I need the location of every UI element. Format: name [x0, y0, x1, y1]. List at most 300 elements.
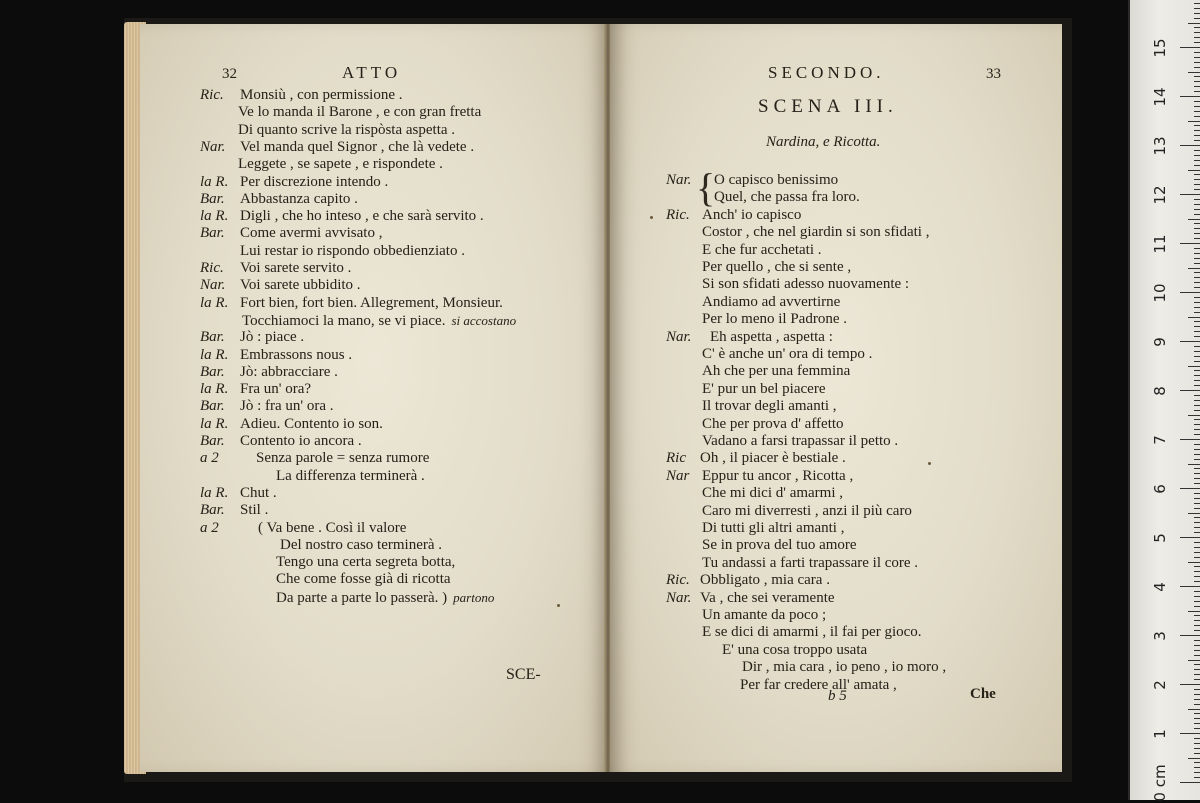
text-line [240, 416, 383, 433]
ruler-tick [1194, 743, 1200, 744]
paper-speck [650, 216, 653, 219]
ruler-tick [1194, 331, 1200, 332]
text-line [702, 242, 822, 259]
ruler-tick [1194, 679, 1200, 680]
speaker-label: Bar. [200, 363, 225, 380]
ruler-tick [1194, 468, 1200, 469]
ruler-tick [1180, 341, 1200, 342]
ruler-tick [1194, 297, 1200, 298]
line-text: Tu andassi a farti trapassare il core . [702, 554, 919, 571]
line-text: Di quanto scrive la rispòsta aspetta . [238, 121, 456, 138]
speaker-label: Nar. [666, 172, 692, 188]
ruler-tick [1180, 439, 1200, 440]
ruler-tick [1188, 513, 1200, 514]
text-line [276, 589, 494, 607]
ruler-tick [1180, 733, 1200, 734]
ruler-tick [1194, 601, 1200, 602]
text-line [740, 677, 897, 694]
ruler-tick [1180, 390, 1200, 391]
text-line [702, 363, 850, 380]
ruler-tick [1194, 606, 1200, 607]
line-text: E' una cosa troppo usata [722, 641, 868, 658]
text-line [702, 555, 918, 572]
ruler-number: 3 [1151, 631, 1169, 641]
ruler-tick [1194, 591, 1200, 592]
ruler-tick [1194, 615, 1200, 616]
ruler-number: 12 [1151, 185, 1169, 205]
ruler-tick [1194, 405, 1200, 406]
ruler-tick [1194, 223, 1200, 224]
ruler-tick [1194, 674, 1200, 675]
ruler-tick [1180, 782, 1200, 783]
text-line [240, 485, 277, 502]
speaker-label: la R. [200, 381, 229, 398]
text-line [240, 243, 465, 260]
text-line [722, 642, 867, 659]
text-line [240, 174, 388, 191]
right-page [610, 24, 1062, 772]
ruler-tick [1194, 723, 1200, 724]
ruler-tick [1188, 23, 1200, 24]
text-line [702, 346, 872, 363]
ruler-tick [1194, 27, 1200, 28]
text-line [240, 191, 358, 208]
ruler-tick [1194, 282, 1200, 283]
text-line [240, 329, 304, 346]
line-text: Per quello , che si sente , [702, 259, 852, 275]
line-text: Oh , il piacer è bestiale . [700, 450, 846, 467]
line-text: E che fur acchetati . [702, 241, 822, 258]
ruler-tick [1194, 527, 1200, 528]
line-text: Come avermi avvisato , [240, 225, 383, 242]
text-line [702, 485, 843, 502]
line-text: Obbligato , mia cara . [700, 572, 830, 589]
ruler-tick [1194, 419, 1200, 420]
ruler-tick [1194, 312, 1200, 313]
ruler-tick [1194, 718, 1200, 719]
ruler-tick [1194, 116, 1200, 117]
line-text: Il trovar degli amanti , [702, 398, 837, 415]
ruler-tick [1180, 292, 1200, 293]
ruler-tick [1194, 385, 1200, 386]
paper-speck [928, 462, 931, 465]
ruler-tick [1194, 508, 1200, 509]
text-line [240, 398, 334, 415]
ruler-tick [1194, 321, 1200, 322]
speaker-label: Bar. [200, 398, 225, 415]
ruler-tick [1194, 738, 1200, 739]
ruler-number: 14 [1151, 87, 1169, 107]
ruler-tick [1194, 542, 1200, 543]
ruler-tick [1194, 209, 1200, 210]
ruler-tick [1194, 650, 1200, 651]
ruler-tick [1194, 566, 1200, 567]
ruler-tick [1194, 434, 1200, 435]
speaker-label: Nar [666, 467, 690, 484]
ruler-tick [1194, 424, 1200, 425]
ruler-tick [1194, 346, 1200, 347]
ruler-tick [1194, 694, 1200, 695]
ruler-tick [1194, 532, 1200, 533]
ruler-tick [1188, 464, 1200, 465]
line-text: Dir , mia cara , io peno , io moro , [742, 659, 947, 676]
text-line [702, 224, 929, 241]
ruler-number: 2 [1151, 680, 1169, 690]
ruler-tick [1194, 498, 1200, 499]
text-line [240, 87, 403, 104]
ruler-tick [1194, 767, 1200, 768]
ruler-tick [1194, 576, 1200, 577]
ruler-tick [1194, 454, 1200, 455]
ruler-tick [1194, 174, 1200, 175]
ruler-tick [1194, 67, 1200, 68]
line-text: Ah che per una femmina [702, 363, 851, 380]
ruler-tick [1194, 483, 1200, 484]
ruler-tick [1194, 375, 1200, 376]
line-text: Fort bien, fort bien. Allegrement, Monsieur. [240, 294, 503, 311]
ruler-tick [1194, 380, 1200, 381]
ruler-tick [1194, 135, 1200, 136]
ruler-tick [1194, 410, 1200, 411]
ruler-tick [1194, 630, 1200, 631]
ruler-tick [1180, 635, 1200, 636]
text-line [714, 172, 838, 189]
ruler-tick [1194, 728, 1200, 729]
ruler-tick [1188, 660, 1200, 661]
line-text: Si son sfidati adesso nuovamente : [702, 276, 910, 293]
ruler-tick [1194, 655, 1200, 656]
ruler-tick [1194, 326, 1200, 327]
text-line [702, 416, 844, 433]
running-head-left: ATTO [342, 63, 402, 82]
line-text: Quel, che passa fra loro. [714, 189, 860, 206]
ruler-tick [1180, 537, 1200, 538]
text-line [700, 450, 846, 467]
line-text: Se in prova del tuo amore [702, 537, 857, 554]
ruler-tick [1194, 3, 1200, 4]
line-text: Che per prova d' affetto [702, 415, 844, 432]
text-line [702, 294, 840, 311]
speaker-label: a 2 [200, 519, 219, 536]
line-text: Eh aspetta , aspetta : [710, 328, 833, 345]
text-line [702, 381, 825, 398]
text-line [240, 277, 361, 294]
text-line [240, 225, 382, 242]
ruler-tick [1194, 155, 1200, 156]
ruler-tick [1194, 547, 1200, 548]
ruler-tick [1194, 640, 1200, 641]
text-line [280, 537, 442, 554]
measuring-ruler [1128, 0, 1200, 800]
ruler-tick [1194, 140, 1200, 141]
ruler-tick [1194, 189, 1200, 190]
line-text: Eppur tu ancor , Ricotta , [702, 467, 854, 484]
ruler-tick [1194, 625, 1200, 626]
text-line [702, 276, 909, 293]
ruler-tick [1194, 664, 1200, 665]
ruler-number: 6 [1151, 484, 1169, 494]
line-text: Jò : fra un' ora . [240, 398, 334, 415]
stage-direction: partono [453, 589, 495, 605]
ruler-tick [1194, 130, 1200, 131]
text-line [240, 381, 311, 398]
line-text: Va , che sei veramente [700, 589, 835, 606]
text-line [702, 259, 851, 276]
line-text: Lui restar io rispondo obbedienziato . [240, 242, 465, 259]
ruler-tick [1180, 145, 1200, 146]
ruler-tick [1188, 72, 1200, 73]
ruler-tick [1194, 32, 1200, 33]
speaker-label: Bar. [200, 502, 225, 519]
catchword-right: Che [970, 686, 996, 702]
ruler-tick [1194, 199, 1200, 200]
ruler-tick [1194, 478, 1200, 479]
ruler-tick [1194, 57, 1200, 58]
ruler-tick [1194, 395, 1200, 396]
line-text: Contento io ancora . [240, 433, 362, 449]
page-number-left: 32 [222, 66, 237, 82]
line-text: Da parte a parte lo passerà. ) [276, 589, 448, 606]
ruler-tick [1194, 62, 1200, 63]
ruler-tick [1194, 302, 1200, 303]
ruler-tick [1194, 689, 1200, 690]
ruler-tick [1194, 669, 1200, 670]
ruler-tick [1180, 488, 1200, 489]
ruler-tick [1194, 772, 1200, 773]
ruler-tick [1180, 684, 1200, 685]
line-text: E' pur un bel piacere [702, 380, 826, 397]
ruler-tick [1194, 111, 1200, 112]
ruler-tick [1194, 277, 1200, 278]
line-text: Di tutti gli altri amanti , [702, 520, 845, 536]
text-line [702, 520, 844, 537]
text-line [714, 189, 860, 206]
line-text: Stil . [240, 502, 269, 519]
text-line [702, 433, 898, 450]
line-text: Chut . [240, 484, 277, 501]
ruler-tick [1194, 76, 1200, 77]
ruler-tick [1194, 214, 1200, 215]
speaker-label: Nar. [200, 277, 226, 294]
ruler-tick [1188, 170, 1200, 171]
line-text: Jò: abbracciare . [240, 363, 338, 380]
line-text: Voi sarete ubbidito . [240, 277, 361, 294]
text-line [702, 503, 912, 520]
line-text: Tocchiamoci la mano, se vi piace. [242, 312, 446, 329]
text-line [240, 260, 351, 277]
line-text: Jò : piace . [240, 329, 305, 346]
line-text: Tengo una certa segreta botta, [276, 554, 456, 571]
text-line [240, 347, 352, 364]
text-line [702, 398, 837, 415]
ruler-tick [1194, 165, 1200, 166]
speaker-label: Nar. [666, 589, 692, 606]
speaker-label: Ric [666, 450, 686, 467]
ruler-tick [1194, 522, 1200, 523]
left-page [140, 24, 608, 772]
stage-direction: si accostano [451, 312, 517, 328]
ruler-tick [1194, 248, 1200, 249]
text-line [702, 624, 922, 641]
speaker-label: Nar. [666, 328, 692, 345]
ruler-tick [1194, 106, 1200, 107]
speaker-label: Bar. [200, 433, 225, 449]
ruler-tick [1194, 42, 1200, 43]
ruler-tick [1180, 96, 1200, 97]
text-line [700, 572, 830, 589]
speaker-label: Ric. [200, 260, 224, 276]
ruler-tick [1194, 449, 1200, 450]
ruler-tick [1188, 611, 1200, 612]
ruler-tick [1194, 596, 1200, 597]
line-text: Leggete , se sapete , e rispondete . [238, 156, 443, 173]
line-text: ( Va bene . Così il valore [258, 519, 407, 536]
ruler-tick [1188, 758, 1200, 759]
ruler-tick [1194, 160, 1200, 161]
ruler-number: 4 [1151, 582, 1169, 592]
ruler-tick [1194, 101, 1200, 102]
text-line [710, 329, 833, 346]
ruler-tick [1180, 586, 1200, 587]
ruler-tick [1194, 777, 1200, 778]
ruler-tick [1194, 370, 1200, 371]
ruler-tick [1194, 81, 1200, 82]
ruler-tick [1194, 473, 1200, 474]
line-text: Per far credere all' amata , [740, 676, 897, 693]
line-text: Vadano a farsi trapassar il petto . [702, 433, 899, 449]
paper-speck [557, 604, 560, 607]
ruler-tick [1194, 13, 1200, 14]
text-line [240, 208, 484, 225]
text-line [240, 433, 362, 450]
text-line [240, 502, 268, 519]
brace-mark: { [696, 165, 716, 210]
scene-characters: Nardina, e Ricotta. [766, 134, 881, 150]
ruler-tick [1194, 263, 1200, 264]
text-line [742, 659, 946, 676]
text-line [238, 104, 481, 121]
line-text: O capisco benissimo [714, 172, 839, 188]
ruler-tick [1194, 429, 1200, 430]
ruler-tick [1194, 238, 1200, 239]
ruler-tick [1188, 268, 1200, 269]
ruler-tick [1194, 86, 1200, 87]
line-text: La differenza terminerà . [276, 467, 425, 484]
line-text: Che come fosse già di ricotta [276, 571, 451, 588]
ruler-tick [1194, 517, 1200, 518]
ruler-tick [1194, 444, 1200, 445]
ruler-number: 7 [1151, 435, 1169, 445]
ruler-tick [1194, 125, 1200, 126]
ruler-tick [1194, 713, 1200, 714]
ruler-tick [1180, 47, 1200, 48]
line-text: Andiamo ad avvertirne [702, 293, 841, 310]
ruler-tick [1194, 287, 1200, 288]
line-text: E se dici di amarmi , il fai per gioco. [702, 624, 922, 641]
line-text: Per discrezione intendo . [240, 173, 389, 190]
ruler-number: 8 [1151, 386, 1169, 396]
ruler-tick [1194, 351, 1200, 352]
ruler-tick [1194, 18, 1200, 19]
ruler-tick [1194, 400, 1200, 401]
speaker-label: Ric. [200, 87, 224, 103]
ruler-tick [1194, 272, 1200, 273]
line-text: Ve lo manda il Barone , e con gran fretta [238, 104, 482, 121]
speaker-label: Bar. [200, 329, 225, 346]
ruler-tick [1194, 356, 1200, 357]
line-text: Adieu. Contento io son. [240, 415, 383, 432]
speaker-label: la R. [200, 208, 229, 225]
speaker-label: a 2 [200, 450, 219, 467]
ruler-tick [1194, 253, 1200, 254]
ruler-number: 1 [1151, 729, 1169, 739]
text-line [702, 607, 826, 624]
ruler-tick [1188, 366, 1200, 367]
ruler-tick [1194, 228, 1200, 229]
line-text: Caro mi diverresti , anzi il più caro [702, 502, 912, 519]
page-number-right: 33 [986, 66, 1001, 82]
ruler-number: 15 [1151, 38, 1169, 58]
text-line [702, 311, 847, 328]
speaker-label: la R. [200, 294, 229, 311]
ruler-tick [1194, 184, 1200, 185]
ruler-tick [1194, 493, 1200, 494]
ruler-number: 9 [1151, 337, 1169, 347]
ruler-tick [1194, 204, 1200, 205]
ruler-number: 11 [1151, 234, 1169, 254]
ruler-tick [1194, 748, 1200, 749]
ruler-tick [1194, 8, 1200, 9]
running-head-right: SECONDO. [768, 63, 885, 82]
ruler-tick [1194, 307, 1200, 308]
text-line [240, 364, 338, 381]
ruler-tick [1180, 194, 1200, 195]
speaker-label: la R. [200, 484, 229, 501]
ruler-tick [1194, 645, 1200, 646]
ruler-tick [1194, 150, 1200, 151]
ruler-tick [1194, 258, 1200, 259]
line-text: Embrassons nous . [240, 346, 353, 363]
line-text: Fra un' ora? [240, 381, 312, 398]
speaker-label: la R. [200, 173, 229, 190]
text-line [276, 554, 455, 571]
text-line [240, 139, 474, 156]
ruler-tick [1194, 91, 1200, 92]
ruler-tick [1188, 317, 1200, 318]
text-line [238, 156, 443, 173]
text-line [240, 295, 503, 312]
scene-title: SCENA III. [758, 96, 898, 117]
ruler-tick [1194, 336, 1200, 337]
line-text: Costor , che nel giardin si son sfidati , [702, 224, 930, 241]
text-line [238, 122, 455, 139]
line-text: Monsiù , con permissione . [240, 87, 403, 103]
text-line [702, 468, 853, 485]
line-text: Che mi dici d' amarmi , [702, 485, 844, 502]
ruler-tick [1188, 709, 1200, 710]
ruler-tick [1194, 753, 1200, 754]
ruler-tick [1194, 571, 1200, 572]
ruler-number: 13 [1151, 136, 1169, 156]
signature-mark: b 5 [828, 688, 847, 704]
ruler-tick [1194, 503, 1200, 504]
ruler-tick [1194, 581, 1200, 582]
speaker-label: Nar. [200, 138, 226, 155]
ruler-tick [1194, 762, 1200, 763]
ruler-tick [1194, 52, 1200, 53]
ruler-tick [1194, 233, 1200, 234]
text-line [702, 537, 857, 554]
